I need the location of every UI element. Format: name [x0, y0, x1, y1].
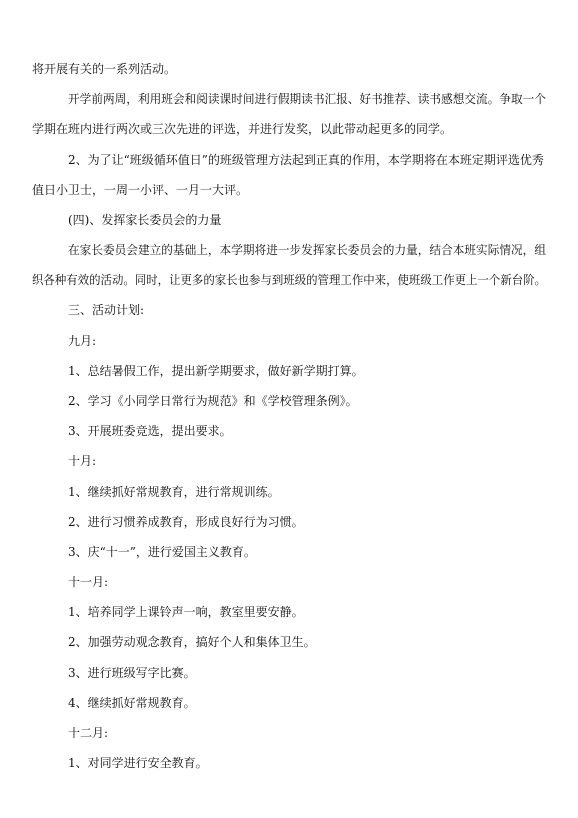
list-item: 1、继续抓好常规教育，进行常规训练。	[68, 485, 280, 499]
text-line-8: 织各种有效的活动。同时，让更多的家长也参与到班级的管理工作中来，使班级工作更上一个新台阶。	[32, 273, 547, 287]
text-line-2: 开学前两周，利用班会和阅读课时间进行假期读书汇报、好书推荐、读书感想交流。争取一个	[68, 92, 547, 106]
list-item: 3、庆“十一”，进行爱国主义教育。	[68, 545, 256, 559]
list-item: 3、开展班委竞选，提出要求。	[68, 424, 232, 438]
list-item: 4、继续抓好常规教育。	[68, 696, 196, 710]
text-line-5: 值日小卫士，一周一小评、一月一大评。	[32, 183, 249, 197]
month-heading-september: 九月:	[68, 334, 97, 348]
list-item: 2、进行习惯养成教育，形成良好行为习惯。	[68, 515, 304, 529]
month-heading-november: 十一月:	[68, 575, 109, 589]
section-heading-activity-plan: 三、活动计划:	[68, 303, 145, 317]
text-line-3: 学期在班内进行两次或三次先进的评选，并进行发奖，以此带动起更多的同学。	[32, 122, 453, 136]
text-line-1: 将开展有关的一系列活动。	[32, 62, 177, 76]
month-heading-october: 十月:	[68, 454, 97, 468]
list-item: 2、学习《小同学日常行为规范》和《学校管理条例》。	[68, 394, 358, 408]
list-item: 1、对同学进行安全教育。	[68, 756, 208, 770]
text-line-4: 2、为了让“班级循环值日”的班级管理方法起到正真的作用，本学期将在本班定期评选优秀	[68, 153, 544, 167]
section-heading-parents-committee: (四)、发挥家长委员会的力量	[68, 213, 222, 227]
list-item: 1、总结暑假工作，提出新学期要求，做好新学期打算。	[68, 364, 364, 378]
text-line-7: 在家长委员会建立的基础上，本学期将进一步发挥家长委员会的力量，结合本班实际情况，组	[68, 243, 547, 257]
month-heading-december: 十二月:	[68, 726, 109, 740]
list-item: 3、进行班级写字比赛。	[68, 666, 196, 680]
list-item: 1、培养同学上课铃声一响，教室里要安静。	[68, 605, 304, 619]
list-item: 2、加强劳动观念教育，搞好个人和集体卫生。	[68, 635, 316, 649]
